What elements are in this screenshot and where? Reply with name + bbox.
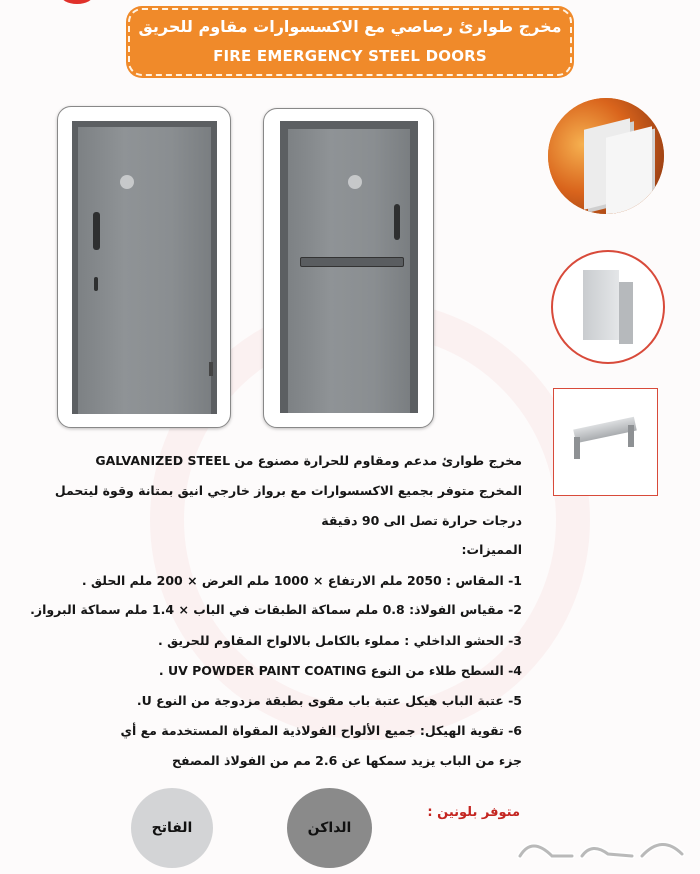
banner-title-english: FIRE EMERGENCY STEEL DOORS <box>213 47 487 65</box>
light-color-swatch <box>131 788 213 868</box>
feature-item: جزء من الباب يزيد سمكها عن 2.6 مم من الفولاذ المصفح <box>172 753 522 768</box>
threshold-thumbnail <box>553 388 658 496</box>
feature-item: 4- السطح طلاء من النوع UV POWDER PAINT COATING . <box>158 663 522 678</box>
feature-item: 2- مقياس الفولاذ: 0.8 ملم سماكة الطبقات في الباب × 1.4 ملم سماكة البرواز. <box>30 602 522 617</box>
feature-item: 5- عتبة الباب هيكل عتبة باب مقوى بطبقة مزدوجة من النوع U. <box>136 693 522 708</box>
fire-panel-thumbnail <box>548 98 664 214</box>
frame-profile-thumbnail <box>551 250 665 364</box>
corner-decoration <box>60 0 94 4</box>
door-lock <box>94 277 98 291</box>
feature-item: 6- تقوية الهيكل: جميع الألواح الفولاذية المقواة المستخدمة مع أي <box>120 723 522 738</box>
features-heading: المميزات: <box>461 542 522 557</box>
door-hinge <box>209 362 213 376</box>
feature-item: 3- الحشو الداخلي : مملوء بالكامل بالالواح المقاوم للحريق . <box>157 633 522 648</box>
title-banner <box>128 8 572 76</box>
door-image-plain <box>57 106 231 428</box>
description-line-3: درجات حرارة تصل الى 90 دقيقة <box>321 513 522 528</box>
dark-color-swatch <box>287 788 372 868</box>
available-colors-label: متوفر بلونين : <box>427 805 520 820</box>
description-line-1: مخرج طوارئ مدعم ومقاوم للحرارة مصنوع من GALVANIZED STEEL <box>95 453 522 468</box>
dark-color-label: الداكن <box>307 820 352 836</box>
light-color-label: الفاتح <box>151 820 193 836</box>
door-image-panic-bar <box>263 108 434 428</box>
door-handle <box>394 204 400 240</box>
door-handle <box>93 212 100 250</box>
haraj-logo <box>512 826 692 870</box>
panic-bar <box>300 257 404 267</box>
feature-item: 1- المقاس : 2050 ملم الارتفاع × 1000 ملم العرض × 200 ملم الحلق . <box>81 573 522 588</box>
description-line-2: المخرج متوفر بجميع الاكسسوارات مع برواز خارجي انيق بمتانة وقوة ليتحمل <box>54 483 522 498</box>
banner-title-arabic: مخرج طوارئ رصاصي مع الاكسسوارات مقاوم للحريق <box>138 17 562 36</box>
